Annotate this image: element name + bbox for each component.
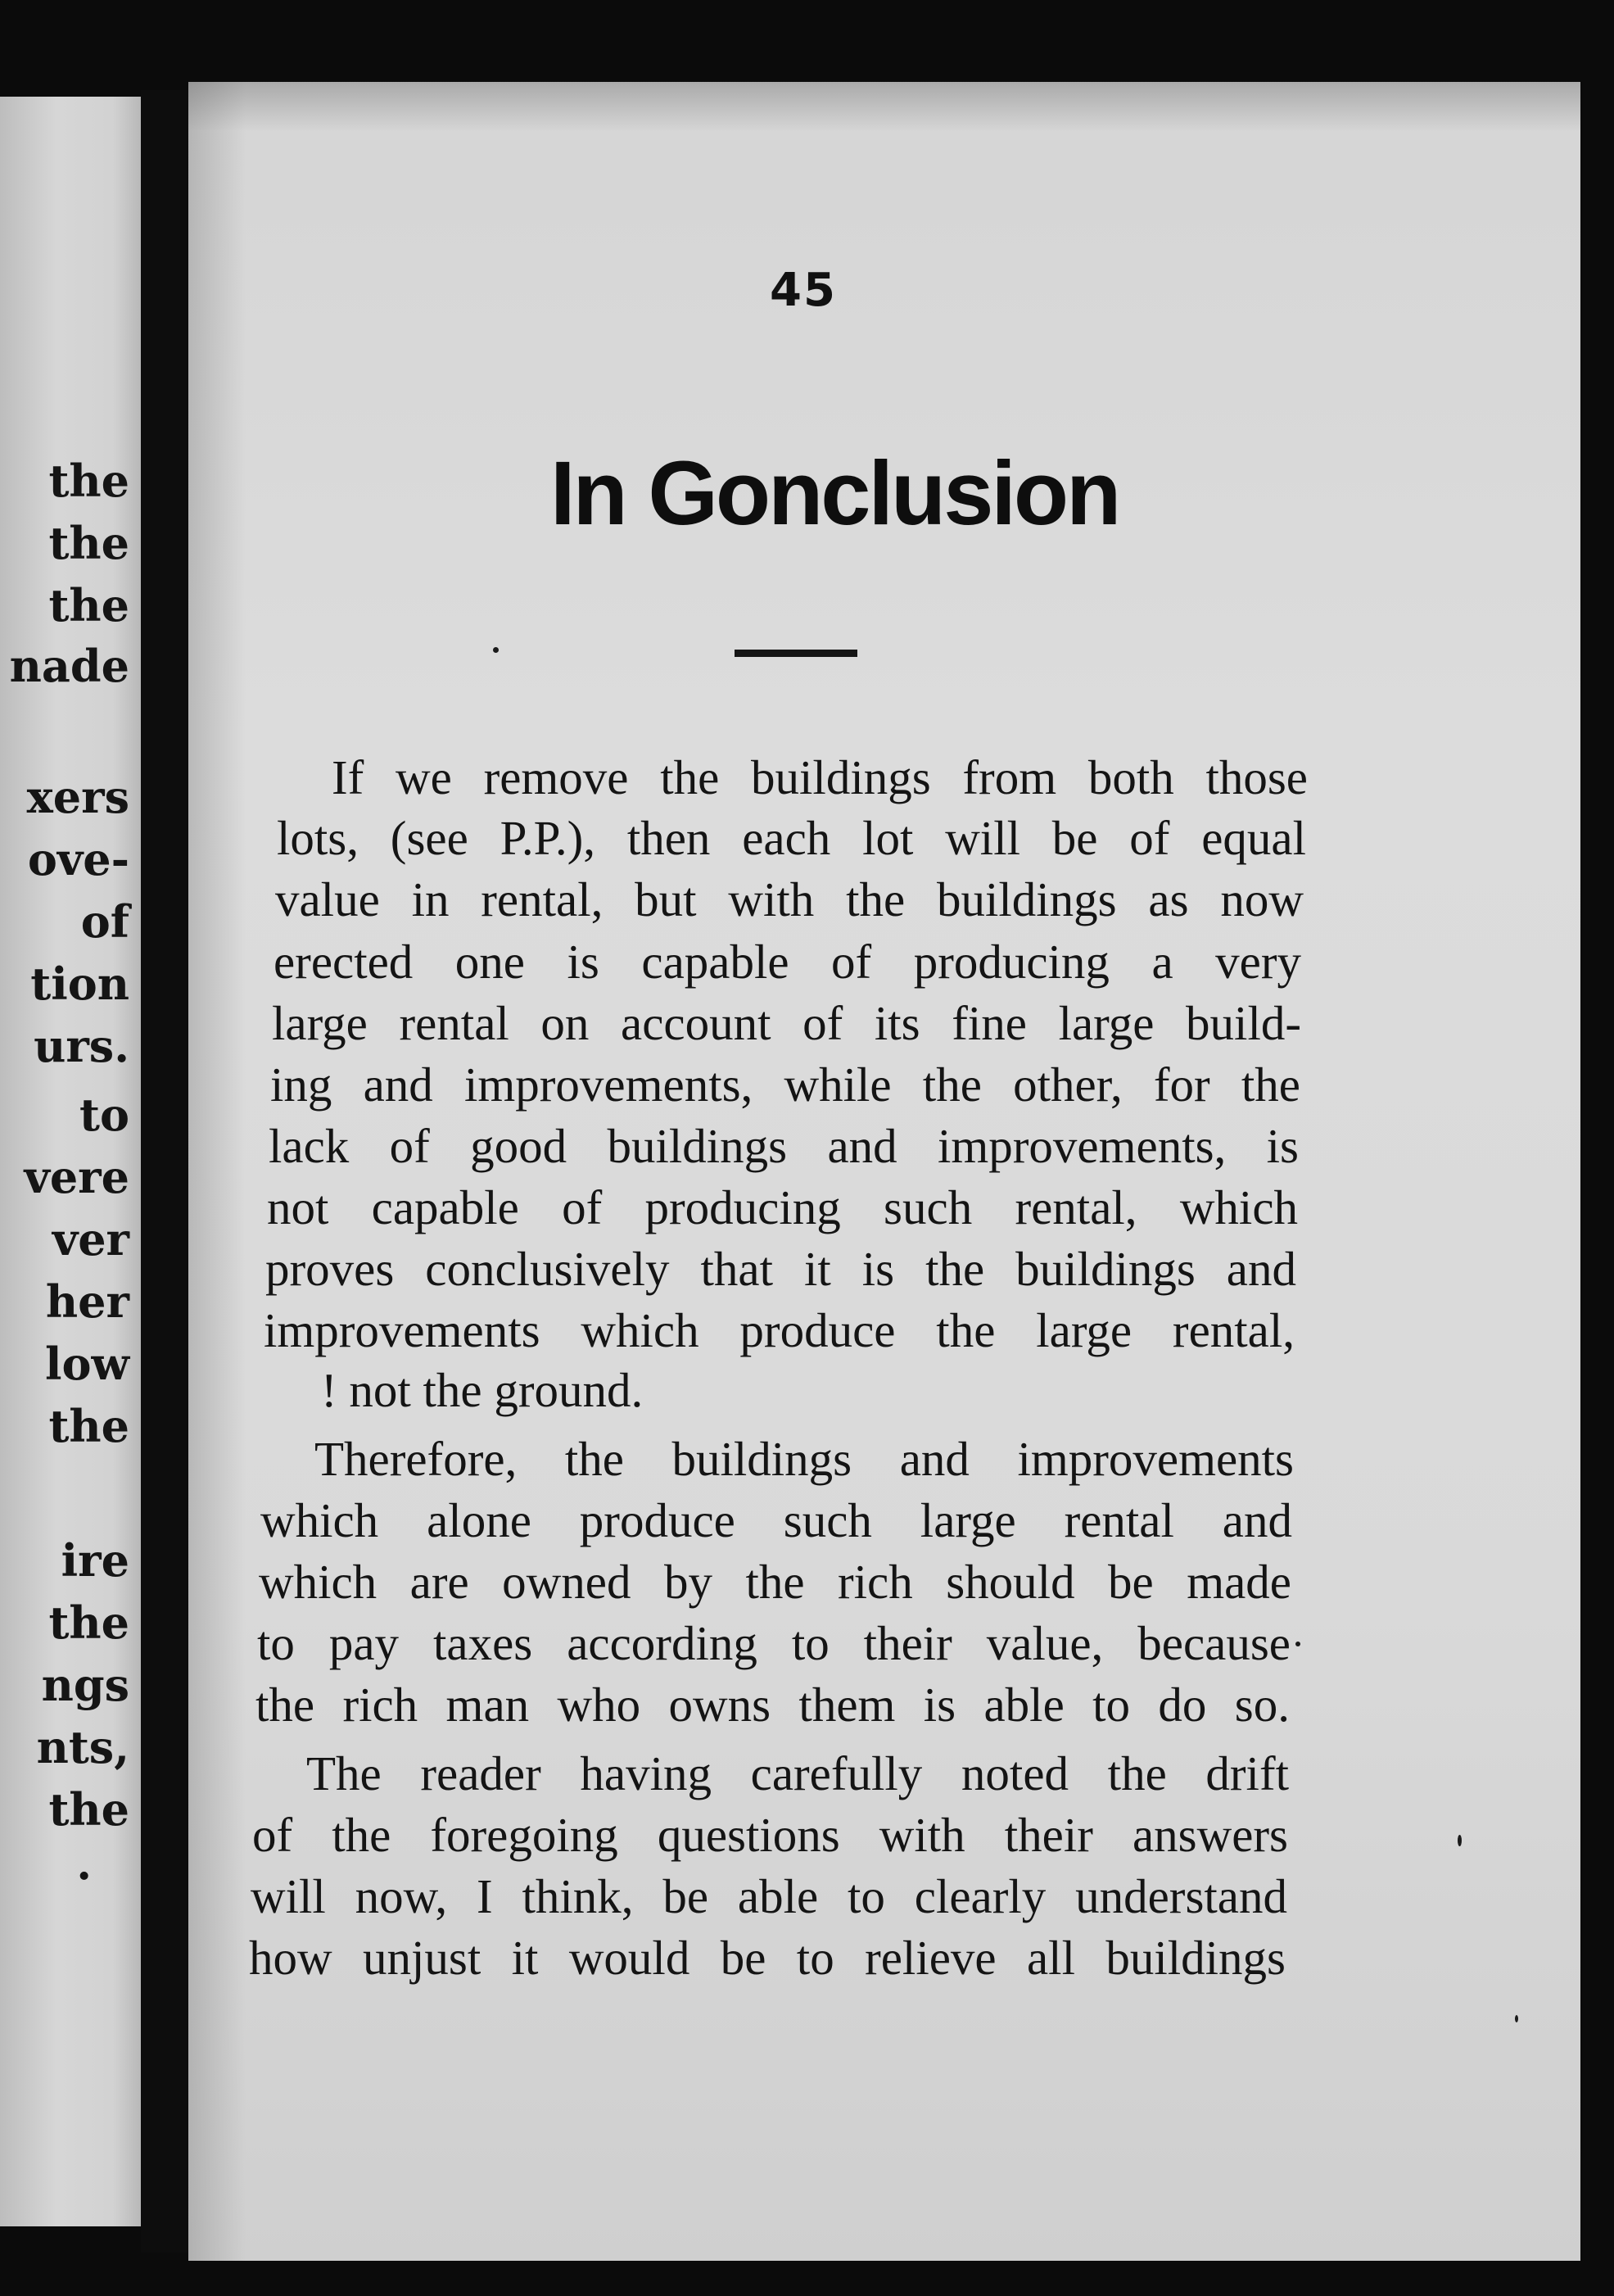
body-text-line: The reader having carefully noted the drift: [306, 1746, 1289, 1800]
body-text-line: to pay taxes according to their value, because: [257, 1616, 1291, 1670]
body-text-line: lack of good buildings and improvements, is: [269, 1119, 1299, 1173]
body-text-line: ! not the ground.: [321, 1363, 644, 1417]
left-page-fragment: of: [80, 895, 129, 948]
body-text-line: ing and improvements, while the other, for the: [270, 1057, 1300, 1112]
paper-speck: [1515, 2015, 1518, 2022]
left-page-fragment: nts,: [36, 1721, 129, 1773]
left-page-fragment: vere: [24, 1151, 129, 1203]
left-page-fragment: to: [79, 1089, 129, 1141]
left-page-fragment: tion: [30, 958, 129, 1010]
book-gutter: [141, 90, 188, 2253]
left-page-fragment: the: [48, 517, 129, 569]
body-text-line: how unjust it would be to relieve all buildings: [249, 1931, 1286, 1985]
body-text-line: value in rental, but with the buildings as now: [275, 872, 1304, 926]
left-page-fragment: the: [48, 1783, 129, 1836]
page-number: 45: [770, 264, 837, 317]
left-page-fragment: her: [45, 1275, 129, 1328]
body-text-line: the rich man who owns them is able to do so.: [255, 1678, 1290, 1732]
left-page-fragment: ngs: [41, 1659, 129, 1711]
body-text-line: of the foregoing questions with their answers: [252, 1808, 1288, 1862]
left-page-fragment: ver: [52, 1213, 129, 1266]
left-page-fragment: nade: [9, 640, 129, 692]
left-page-edge: [0, 97, 141, 2226]
left-page-fragment: xers: [26, 771, 129, 823]
body-text-line: improvements which produce the large rental,: [264, 1303, 1295, 1357]
body-text-line: not capable of producing such rental, which: [267, 1180, 1298, 1234]
body-text-line: erected one is capable of producing a very: [274, 935, 1301, 989]
paper-speck: [493, 647, 499, 653]
body-text-line: large rental on account of its fine large build-: [272, 996, 1301, 1050]
title-rule: [735, 650, 857, 657]
body-text-line: proves conclusively that it is the buildings and: [265, 1242, 1296, 1296]
left-page-fragment: urs.: [34, 1020, 129, 1072]
left-page-fragment: ire: [61, 1534, 129, 1587]
left-page-fragment: .: [76, 1837, 92, 1890]
body-text-line: which alone produce such large rental and: [260, 1493, 1292, 1547]
left-page-fragment: the: [48, 455, 129, 507]
body-text-line: will now, I think, be able to clearly understand: [251, 1869, 1287, 1923]
left-page-fragment: the: [48, 579, 129, 632]
body-text-line: Therefore, the buildings and improvements: [314, 1432, 1294, 1486]
left-page-fragment: ove-: [27, 833, 129, 885]
paper-speck: [1295, 1642, 1300, 1646]
left-page-fragment: the: [48, 1400, 129, 1452]
body-text-line: If we remove the buildings from both those: [332, 750, 1308, 804]
left-page-fragment: low: [44, 1338, 129, 1390]
body-text-line: lots, (see P.P.), then each lot will be of equal: [277, 811, 1306, 865]
page-title: In Gonclusion: [550, 443, 1119, 544]
left-page-fragment: the: [48, 1596, 129, 1649]
paper-speck: [1458, 1835, 1462, 1846]
body-text-line: which are owned by the rich should be made: [259, 1555, 1291, 1609]
